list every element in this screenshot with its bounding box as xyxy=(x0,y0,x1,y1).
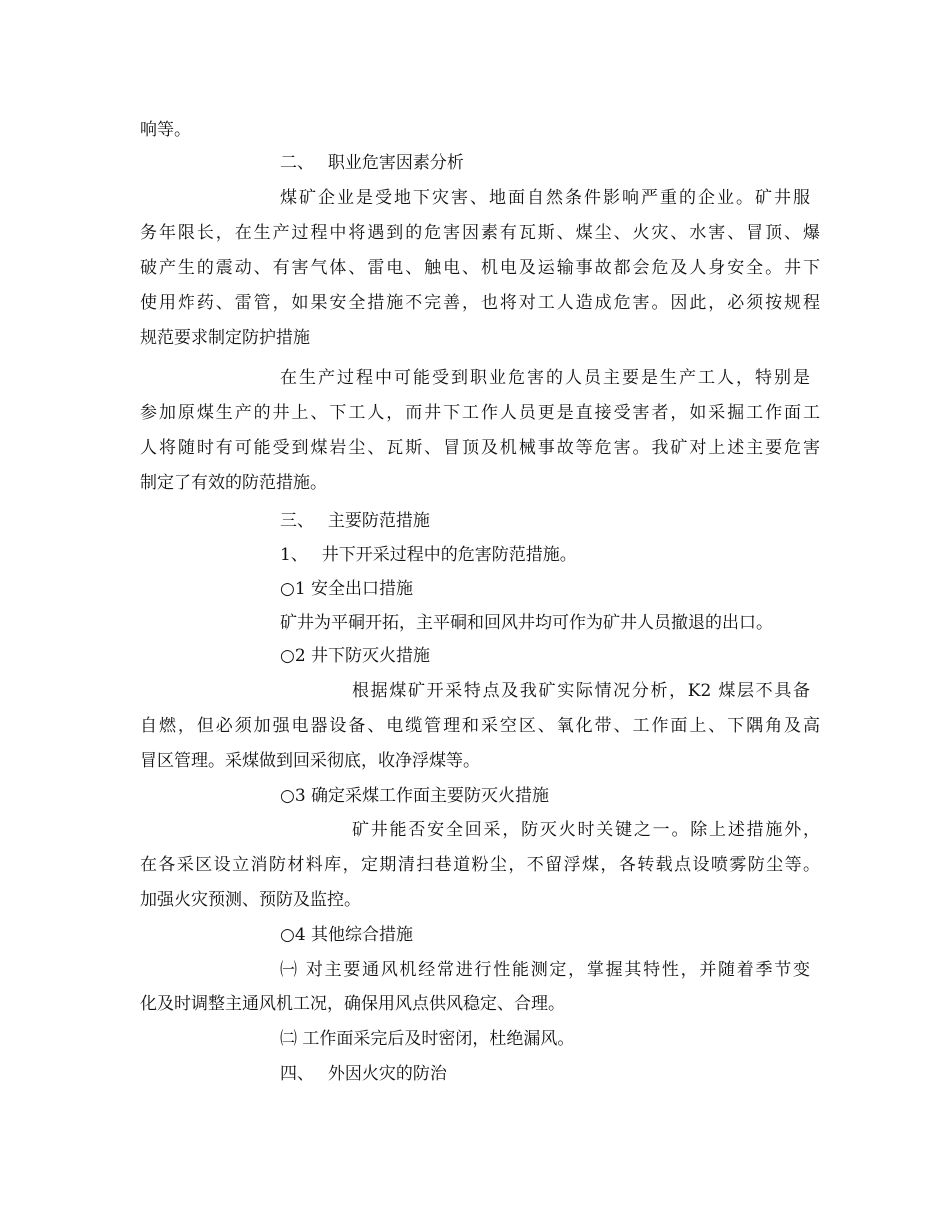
item-heading: ○1 安全出口措施 xyxy=(280,579,414,599)
paragraph-line: 根据煤矿开采特点及我矿实际情况分析，K2 煤层不具备 xyxy=(352,681,810,701)
paragraph-line: 制定了有效的防范措施。 xyxy=(140,473,327,493)
paragraph-line: 自燃，但必须加强电器设备、电缆管理和采空区、氧化带、工作面上、下隅角及高 xyxy=(140,716,820,736)
section-heading: 三、 主要防范措施 xyxy=(280,511,430,531)
paragraph-line: 加强火灾预测、预防及监控。 xyxy=(140,890,361,910)
subsection-heading: 1、 井下开采过程中的危害防范措施。 xyxy=(280,545,577,565)
paragraph-line: 矿井能否安全回采，防灭火时关键之一。除上述措施外， xyxy=(352,820,820,840)
paragraph-line: 规范要求制定防护措施 xyxy=(140,328,310,348)
paragraph-line: 使用炸药、雷管，如果安全措施不完善，也将对工人造成危害。因此，必须按规程 xyxy=(140,293,820,313)
paragraph-line: 矿井为平硐开拓，主平硐和回风井均可作为矿井人员撤退的出口。 xyxy=(280,613,773,633)
text-line: 响等。 xyxy=(140,120,191,140)
paragraph-line: 参加原煤生产的井上、下工人，而井下工作人员更是直接受害者，如采掘工作面工 xyxy=(140,403,820,423)
item-heading: ○4 其他综合措施 xyxy=(280,925,414,945)
item-heading: ○2 井下防灭火措施 xyxy=(280,646,431,666)
paragraph-line: 破产生的震动、有害气体、雷电、触电、机电及运输事故都会危及人身安全。井下 xyxy=(140,258,820,278)
paragraph-line: 煤矿企业是受地下灾害、地面自然条件影响严重的企业。矿井服 xyxy=(280,188,810,208)
paragraph-line: ㈡ 工作面采完后及时密闭，杜绝漏风。 xyxy=(280,1029,575,1049)
section-heading: 四、 外因火灾的防治 xyxy=(280,1064,447,1084)
item-heading: ○3 确定采煤工作面主要防灭火措施 xyxy=(280,786,550,806)
paragraph-line: 化及时调整主通风机工况，确保用风点供风稳定、合理。 xyxy=(140,994,565,1014)
paragraph-line: 冒区管理。采煤做到回采彻底，收净浮煤等。 xyxy=(140,751,480,771)
paragraph-line: 在生产过程中可能受到职业危害的人员主要是生产工人，特别是 xyxy=(280,368,810,388)
paragraph-line: 务年限长，在生产过程中将遇到的危害因素有瓦斯、煤尘、火灾、水害、冒顶、爆 xyxy=(140,223,820,243)
paragraph-line: 在各采区设立消防材料库，定期清扫巷道粉尘，不留浮煤，各转载点设喷雾防尘等。 xyxy=(140,855,820,875)
paragraph-line: 人将随时有可能受到煤岩尘、瓦斯、冒顶及机械事故等危害。我矿对上述主要危害 xyxy=(140,438,820,458)
paragraph-line: ㈠ 对主要通风机经常进行性能测定，掌握其特性，并随着季节变 xyxy=(280,960,810,980)
section-heading: 二、 职业危害因素分析 xyxy=(280,153,464,173)
